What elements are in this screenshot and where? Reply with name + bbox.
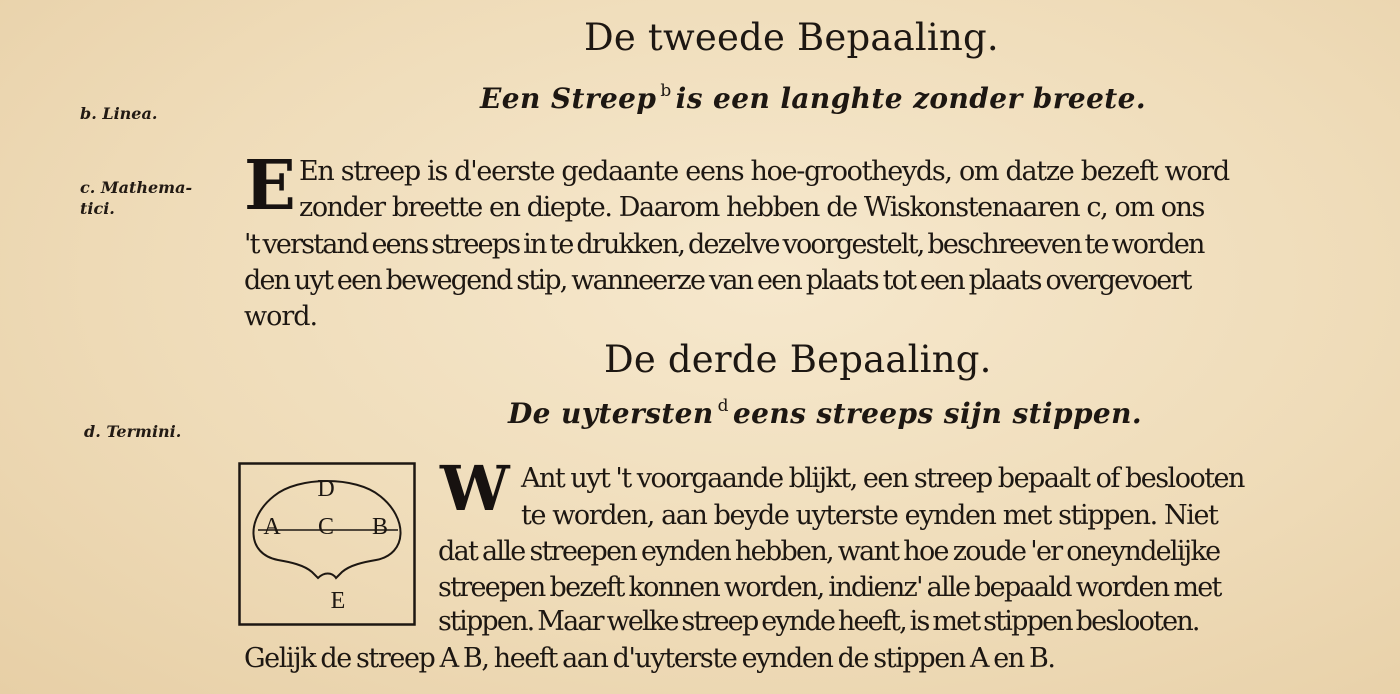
section3-sub-note: d bbox=[717, 396, 729, 416]
section2-line-2: zonder breette en diepte. Daarom hebben de Wiskonstenaaren c, om ons bbox=[299, 192, 1205, 223]
section3-subheading bbox=[508, 396, 1142, 430]
section2-sub-before: Een Streep bbox=[480, 82, 657, 115]
section3-line-2: te worden, aan beyde uyterste eynden met stippen. Niet bbox=[521, 500, 1218, 531]
section3-heading: De derde Bepaaling. bbox=[604, 338, 992, 381]
section2-line-4: den uyt een bewegend stip, wanneerze van een plaats tot een plaats overgevoert bbox=[244, 265, 1191, 296]
section3-line-1: Ant uyt 't voorgaande blijkt, een streep bepaalt of beslooten bbox=[521, 463, 1244, 494]
section3-dropcap: W bbox=[440, 452, 510, 525]
section2-dropcap: E bbox=[244, 146, 296, 226]
margin-note-d: d. Termini. bbox=[84, 422, 182, 441]
margin-note-c-line2: tici. bbox=[80, 199, 115, 218]
section3-line-6: Gelijk de streep A B, heeft aan d'uyterste eynden de stippen A en B. bbox=[244, 643, 1055, 674]
diagram-label-a: A bbox=[263, 514, 281, 540]
section3-line-5: stippen. Maar welke streep eynde heeft, is met stippen beslooten. bbox=[438, 606, 1199, 637]
line-diagram-figure bbox=[238, 462, 416, 626]
section3-sub-after: eens streeps sijn stippen. bbox=[732, 397, 1143, 430]
diagram-label-b: B bbox=[371, 514, 389, 540]
section2-subheading bbox=[480, 81, 1146, 115]
margin-note-b: b. Linea. bbox=[80, 104, 158, 123]
diagram-label-d: D bbox=[317, 476, 335, 502]
section3-line-3: dat alle streepen eynden hebben, want hoe zoude 'er oneyndelijke bbox=[438, 536, 1220, 567]
section2-sub-note: b bbox=[660, 81, 672, 101]
diagram-label-c: C bbox=[317, 514, 335, 540]
section2-line-5: word. bbox=[244, 301, 318, 332]
diagram-label-e: E bbox=[330, 588, 346, 614]
section2-sub-after: is een langhte zonder breete. bbox=[675, 82, 1147, 115]
section2-line-3: 't verstand eens streeps in te drukken, dezelve voorgestelt, beschreeven te worden bbox=[244, 229, 1204, 260]
section3-line-4: streepen bezeft konnen worden, indienz' alle bepaald worden met bbox=[438, 572, 1221, 603]
section3-sub-before: De uytersten bbox=[508, 397, 714, 430]
section2-line-1: En streep is d'eerste gedaante eens hoe-grootheyds, om datze bezeft word bbox=[299, 156, 1229, 187]
margin-note-c-line1: c. Mathema- bbox=[80, 178, 193, 197]
section2-heading: De tweede Bepaaling. bbox=[584, 16, 999, 59]
